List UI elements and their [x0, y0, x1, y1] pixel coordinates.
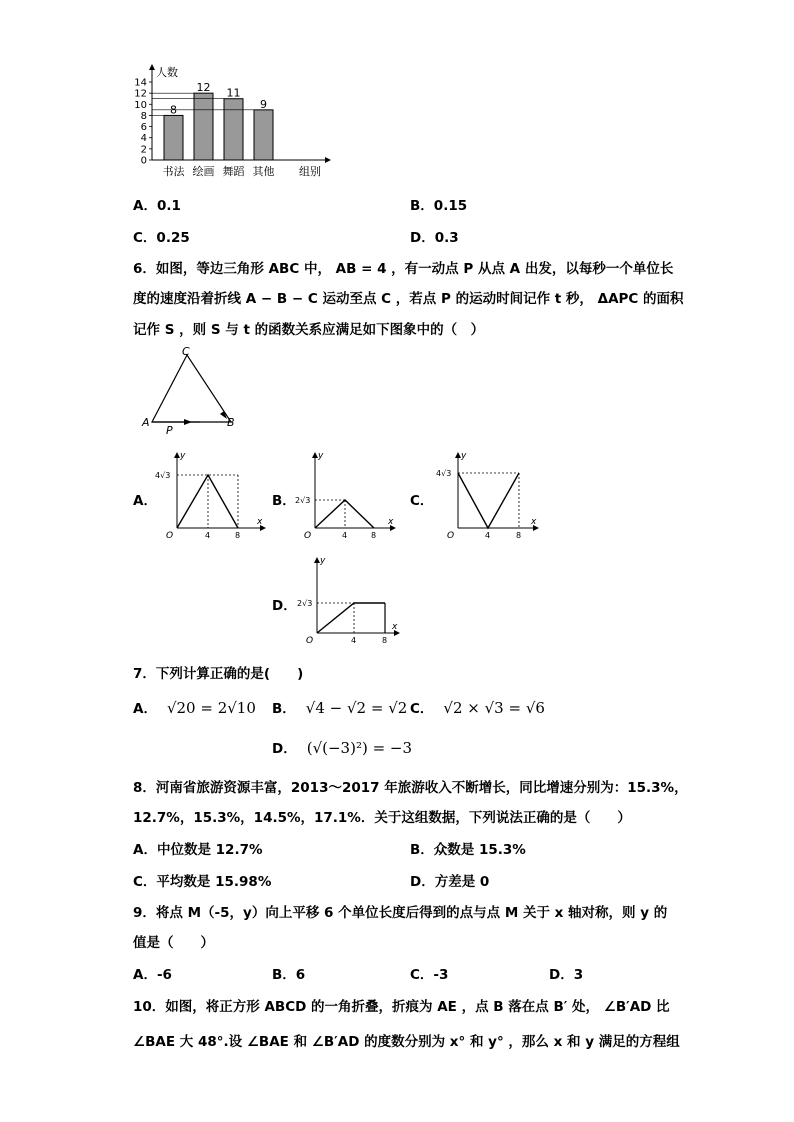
bar-value-label: 8: [170, 103, 177, 117]
svg-text:2√3: 2√3: [297, 599, 313, 608]
graph-d-option-label: D．: [272, 598, 297, 614]
y-tick-label: 4: [140, 133, 147, 145]
label-c: C: [182, 345, 190, 358]
y-axis-arrow: [149, 64, 155, 70]
svg-text:8: 8: [235, 531, 241, 540]
q9-line-1: 9．将点 M（-5，y）向上平移 6 个单位长度后得到的点与点 M 关于 x 轴对称，则 y 的: [133, 905, 668, 921]
svg-text:y: y: [180, 451, 186, 461]
q9-line-2: 值是（ ）: [133, 935, 214, 951]
y-axis-label: 人数: [156, 66, 178, 79]
svg-text:y: y: [461, 451, 467, 461]
q5-option-d: D．0.3: [410, 230, 459, 246]
q8-option-d: D．方差是 0: [410, 874, 490, 890]
q10-line-1: 10．如图，将正方形 ABCD 的一角折叠，折痕为 AE ，点 B 落在点 B′ 处， ∠B′AD 比: [133, 999, 670, 1015]
graph-a: [152, 450, 267, 545]
graph-d: [292, 555, 407, 650]
graph-b-option-label: B．: [272, 493, 296, 509]
svg-text:O: O: [166, 531, 174, 541]
q6-line-3: 记作 S ，则 S 与 t 的函数关系应满足如下图象中的（ ）: [133, 322, 485, 338]
category-label: 舞蹈: [222, 165, 245, 178]
y-tick-label: 6: [140, 122, 147, 134]
svg-text:x: x: [388, 517, 394, 527]
svg-text:4: 4: [351, 636, 357, 645]
graph-a-curve: [177, 475, 238, 528]
label-a: A: [142, 416, 150, 429]
y-tick-label: 12: [134, 88, 147, 100]
svg-text:4√3: 4√3: [155, 471, 171, 480]
q8-option-a: A．中位数是 12.7%: [133, 842, 263, 858]
q8-line-2: 12.7%，15.3%，14.5%，17.1%．关于这组数据，下列说法正确的是（ ）: [133, 810, 631, 826]
q5-option-a: A．0.1: [133, 198, 181, 214]
category-label: 书法: [162, 165, 185, 178]
svg-text:8: 8: [516, 531, 522, 540]
label-b: B: [227, 416, 235, 429]
q6-line-2: 度的速度沿着折线 A − B − C 运动至点 C ，若点 P 的运动时间记作 t 秒， ΔAPC 的面积: [133, 291, 684, 307]
graph-b: [290, 450, 405, 545]
q7-option-b: B． √4 − √2 = √2: [272, 699, 408, 717]
q5-option-c: C．0.25: [133, 230, 190, 246]
svg-text:4: 4: [485, 531, 491, 540]
bar-书法: [164, 115, 183, 160]
q9-option-b: B．6: [272, 967, 306, 983]
bar-绘画: [194, 93, 213, 160]
q7-stem: 7．下列计算正确的是( ): [133, 666, 304, 682]
svg-text:O: O: [447, 531, 455, 541]
q8-line-1: 8．河南省旅游资源丰富，2013～2017 年旅游收入不断增长，同比增速分别为：15.3%，: [133, 780, 688, 796]
category-label: 绘画: [192, 165, 215, 178]
svg-text:8: 8: [382, 636, 388, 645]
q8-option-b: B．众数是 15.3%: [410, 842, 526, 858]
svg-text:x: x: [531, 517, 537, 527]
triangle-abc: [152, 355, 231, 422]
svg-text:4: 4: [205, 531, 211, 540]
svg-text:O: O: [306, 636, 314, 646]
x-axis-label: 组别: [299, 165, 321, 178]
bar-舞蹈: [224, 99, 243, 160]
svg-text:4√3: 4√3: [436, 469, 452, 478]
q10-line-2: ∠BAE 大 48°.设 ∠BAE 和 ∠B′AD 的度数分别为 x° 和 y° ，那么 x 和 y 满足的方程组: [133, 1034, 680, 1050]
graph-c-curve: [458, 473, 519, 528]
bar-chart: [120, 60, 340, 185]
q5-option-b: B．0.15: [410, 198, 468, 214]
bar-value-label: 11: [226, 86, 241, 100]
svg-text:y: y: [318, 451, 324, 461]
y-tick-label: 14: [134, 77, 147, 89]
label-p: P: [166, 424, 173, 435]
q9-option-d: D．3: [549, 967, 584, 983]
y-tick-label: 2: [140, 144, 147, 156]
q8-option-c: C．平均数是 15.98%: [133, 874, 272, 890]
svg-text:O: O: [304, 531, 312, 541]
svg-text:x: x: [392, 622, 398, 632]
svg-text:x: x: [257, 517, 263, 527]
graph-b-curve: [315, 500, 374, 528]
graph-c: [433, 450, 548, 545]
svg-text:8: 8: [371, 531, 377, 540]
q7-option-d: D． (√(−3)²) = −3: [272, 739, 413, 757]
q7-option-c: C． √2 × √3 = √6: [410, 699, 545, 717]
svg-text:2√3: 2√3: [295, 496, 311, 505]
bar-value-label: 12: [196, 81, 211, 95]
svg-text:y: y: [320, 556, 326, 566]
q9-option-a: A．-6: [133, 967, 172, 983]
graph-a-option-label: A．: [133, 493, 157, 509]
q9-option-c: C．-3: [410, 967, 449, 983]
q6-line-1: 6．如图，等边三角形 ABC 中， AB = 4 ，有一动点 P 从点 A 出发，以每秒一个单位长: [133, 261, 674, 277]
y-tick-label: 0: [140, 155, 147, 167]
svg-text:4: 4: [342, 531, 348, 540]
y-tick-label: 8: [140, 110, 147, 122]
y-tick-label: 10: [134, 99, 147, 111]
bar-value-label: 9: [260, 97, 267, 111]
arrow-head-ab: [184, 419, 192, 425]
x-axis-arrow: [325, 157, 331, 163]
graph-d-curve: [317, 603, 385, 633]
q7-option-a: A． √20 = 2√10: [133, 699, 256, 717]
category-label: 其他: [252, 165, 275, 178]
graph-c-option-label: C．: [410, 493, 434, 509]
triangle-figure: [140, 345, 250, 435]
bar-其他: [254, 110, 273, 160]
